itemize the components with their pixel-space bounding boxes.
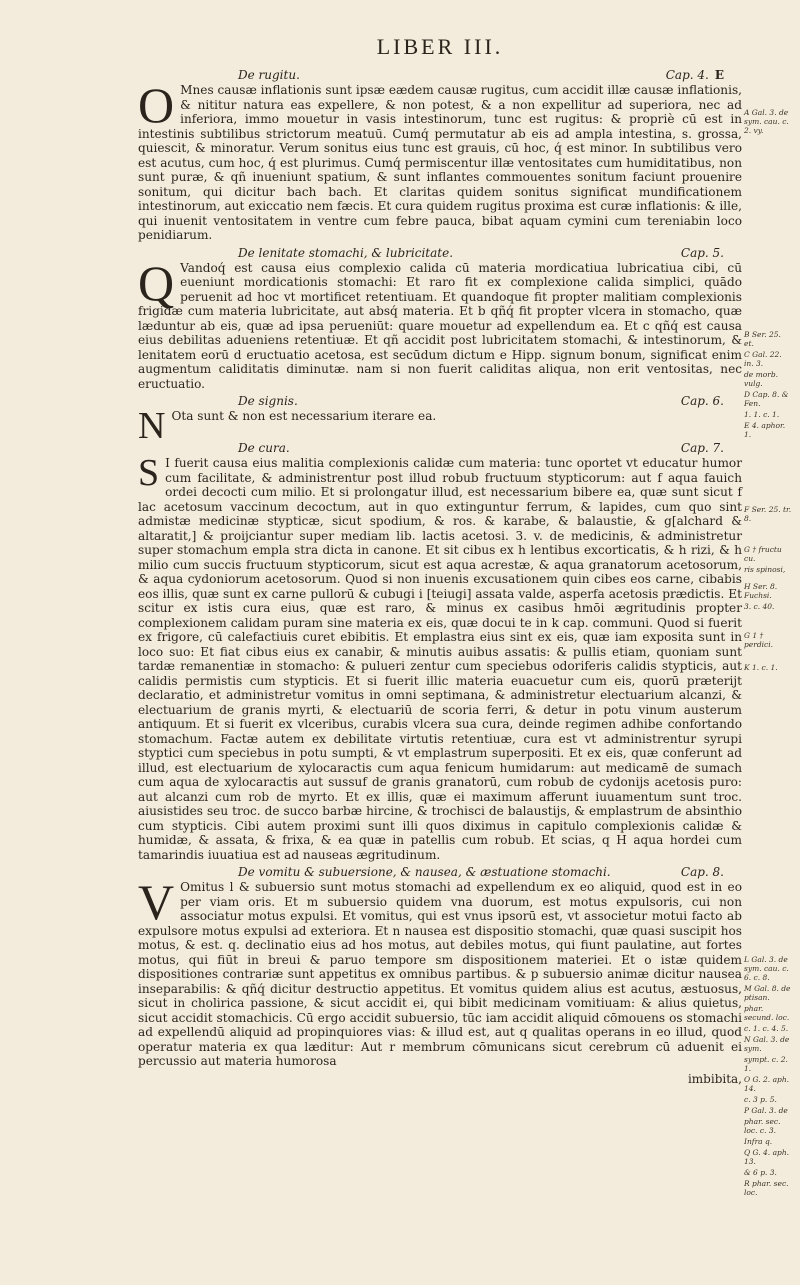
chapter-label: Cap. 7. — [680, 441, 724, 455]
margin-note: G † fructu cu. — [744, 545, 782, 563]
drop-initial: S — [138, 452, 160, 494]
section-title: De vomitu & subuersione, & nausea, & æstuatione stomachi. — [238, 865, 611, 879]
margin-note: ris spinosi, — [744, 565, 786, 574]
paragraph — [138, 405, 742, 447]
running-head: LIBER III. — [376, 34, 504, 59]
drop-initial: V — [138, 874, 175, 930]
chapter-label: Cap. 4. E — [665, 68, 724, 82]
margin-note: de morb. vulg. — [744, 370, 779, 388]
margin-note: C Gal. 22. in. 3. — [744, 350, 782, 368]
margin-note: L Gal. 3. de sym. cau. c. 6. c. 8. — [744, 955, 789, 982]
margin-note: M Gal. 8. de ptisan. — [744, 984, 791, 1002]
margin-notes — [744, 108, 792, 137]
margin-note: Q G. 4. aph. 13. — [744, 1148, 790, 1166]
paragraph — [138, 77, 742, 243]
paragraph-text: Vandoq́ est causa eius complexio calida cū materia mordicatiua lubricatiua cibi, cū eueniunt mordicationis stomachi: Et raro fit ex complexione calida simplici, quādo peruenit ad hoc vt mortificet retentiuam. Et quandoque fit propter malitiam complexionis frigidæ cum materia lubricitate, aut absq́ materia. Et b qñq́ fit propter vlcera in stomacho, quæ læduntur ab eis, quæ ad ipsa perueniūt: quare mouetur ad expellendum ea. Et c qñq́ est causa eius debilitas adueniens retentiuæ. Et qñ accidit post lubricitatem stomachi, & intestinorum, & lenitatem eorū d eructuatio acetosa, est secūdum dictum e Hipp. signum bonum, significat enim augmentum caliditatis diminutæ. nam si non fuerit caliditas aliqua, non erit ventositas, nec eructuatio. — [138, 260, 742, 391]
drop-initial: Q — [138, 254, 175, 311]
margin-notes — [744, 955, 792, 1199]
section-title: De cura. — [238, 441, 290, 455]
margin-note: c. 1. c. 4. 5. — [744, 1024, 789, 1033]
margin-note: 3. c. 40. — [744, 602, 775, 611]
margin-note: c. 3 p. 5. — [744, 1095, 777, 1104]
section-heading — [138, 68, 742, 82]
signature-mark: E — [714, 68, 724, 82]
section-heading — [138, 865, 742, 879]
chapter-label: Cap. 6. — [680, 394, 724, 408]
section-heading — [138, 441, 742, 455]
paragraph — [138, 874, 742, 1069]
section-title: De rugitu. — [238, 68, 300, 82]
margin-note: N Gal. 3. de sym. — [744, 1035, 790, 1053]
margin-note: phar. sec. loc. c. 3. — [744, 1117, 781, 1135]
paragraph-text: Mnes causæ inflationis sunt ipsæ eædem causæ rugitus, cum accidit illæ causæ inflationis, & nititur natura eas expellere, & non potest, & a non expellitur ad superiora, nec ad inferiora, immo mouetur in vasis intestinorum, tunc est rugitus: & propriè cū est in intestinis subtilibus strictorum meatuū. Cumq́ permutatur ab eis ad ampla intestina, s. grossa, quiescit, & minoratur. Verum sonitus eius tunc est grauis, cū hoc, q́ est minor. In subtilibus vero est acutus, cum hoc, q́ est plurimus. Cumq́ permiscentur illæ ventositates cum humiditatibus, non sunt puræ, & qñ inueniunt spatium, & sunt inflantes commouentes sonitum faciunt prouenire sonitum, qui dicitur bach bach. Et claritas quidem sonitus significat mundificationem intestinorum, aut exiccatio nem fæcis. Et cura quidem rugitus proxima est curæ inflationis: & ille, qui inuenit ventositatem in ventre cum febre pauca, bibat aquam cymini cum tereniabin loco penidiarum. — [138, 83, 742, 242]
margin-notes — [744, 505, 792, 674]
margin-note: D Cap. 8. & Fen. — [744, 390, 789, 408]
paragraph — [138, 452, 742, 862]
margin-note: G 1 † perdici. — [744, 631, 774, 649]
margin-note: O G. 2. aph. 14. — [744, 1075, 790, 1093]
chapter-label: Cap. 8. — [680, 865, 724, 879]
margin-note: A Gal. 3. de sym. cau. c. 2. vy. — [744, 108, 789, 135]
margin-note: phar. secund. loc. — [744, 1004, 790, 1022]
margin-note: R phar. sec. loc. — [744, 1179, 789, 1197]
chapter-label: Cap. 5. — [680, 245, 724, 260]
margin-note: E 4. aphor. 1. — [744, 421, 786, 439]
margin-note: 1. 1. c. 1. — [744, 410, 780, 419]
section-title: De lenitate stomachi, & lubricitate. — [238, 245, 454, 260]
paragraph-text: I fuerit causa eius malitia complexionis calidæ cum materia: tunc oportet vt educatur humor cum facilitate, & administrentur post illud robub fructuum stypticorum: aut f aqua fauich ordei decocti cum milio. Et si prolongatur illud, est necessarium bibere ea, quæ sunt sicut f lac acetosum vaccinum decoctum, aut in quo extinguntur ferrum, & lapides, cum quo sint admistæ medicinæ stypticæ, sicut spodium, & ros. & karabe, & balaustie, & g[alchard & altaratit,] & proijciantur super mediam lib. lactis acetosi. 3. v. de medicinis, & administretur super stomachum empla stra dicta in canone. Et sit cibus ex h lentibus excorticatis, & h rizi, & h milio cum succis fructuum stypticorum, sicut est aqua acrestæ, & aqua granatorum acetosorum, & aqua cydoniorum acetosorum. Quod si non inuenis excusationem quin cibes eos carne, cibabis eos illis, quæ sunt ex carne pullorū & cubugi i [teiugi] assata valde, asperfa acetosis prædictis. Et scitur ex istis cura eius, quæ est raro, & minus ex casibus hmōi ægritudinis propter complexionem calidam puram sine materia ex eis, quæ docui te in k cap. communi. Quod si fuerit ex frigore, cū calefactiuis curet ebibitis. Et emplastra eius sint ex eis, quæ iam exposita sunt in loco suo: Et fiat cibus eius ex canabir, & minutis auibus assatis: & pullis etiam, quoniam sunt tardæ remanentiæ in stomacho: & pulueri zentur cum speciebus odoriferis calidis stypticis, aut calidis permistis cum stypticis. Et si fuerit illic materia euacuetur cum eis, quorū præterijt declaratio, et administretur vomitus in omni septimana, & administretur electuarium alcanzi, & electuarium de granis myrti, & electuariū de scoria ferri, & detur in potu vinum austerum antiquum. Et si fuerit ex vlceribus, curabis vlcera sua cura, deinde regimen adhibe confortando stomachum. Factæ autem ex debilitate virtutis retentiuæ, cura est vt administrentur syrupi styptici cum speciebus in potu sumpti, & vt emplastrum superpositi. Et ex eis, quæ conferunt ad illud, est electuarium de xylocaractis cum aqua fenicum humidarum: aut medicamē de sumach cum aqua de xylocaractis aut sussuf de granis granatorū, cum robub de cydonijs acetosis puro: aut alcanzi cum rob de myrto. Et ex illis, quæ ei maximum afferunt iuuamentum sunt troc. aiusistides seu troc. de succo barbæ hircine, & trochisci de balaustijs, & emplastrum de absinthio cum stypticis. Cibi autem proximi sunt illi quos diximus in capitulo complexionis calidæ & humidæ, & assata, & frixa, & ea quæ in patellis cum robub. Et scias, q H aqua hordei cum tamarindis iuuatiua est ad nauseas ægritudinum. — [138, 456, 742, 862]
margin-notes — [744, 330, 792, 441]
margin-note: & 6 p. 3. — [744, 1168, 777, 1177]
margin-note: P Gal. 3. de — [744, 1106, 788, 1115]
margin-note: Infra q. — [744, 1137, 773, 1146]
drop-initial: O — [138, 77, 175, 133]
margin-note: sympt. c. 2. 1. — [744, 1055, 788, 1073]
margin-note: H Ser. 8. Fuchsi. — [744, 582, 778, 600]
catchword: imbibita, — [687, 1071, 742, 1086]
margin-note: B Ser. 25. et. — [744, 330, 781, 348]
paragraph-text: Omitus l & subuersio sunt motus stomachi ad expellendum ex eo aliquid, quod est in eo per viam oris. Et m subuersio quidem vna duorum, est motus expulsoris, cui non associatur motus expulsi. Et vomitus, qui est vnus ipsorū est, vt associetur motui facto ab expulsore motus expulsi ad exteriora. Et n nausea est dispositio stomachi, quæ quasi suscipit hos motus, & est. q. declinatio eius ad hos motus, aut debiles motus, qui fiunt paulatine, aut fortes motus, qui fiūt in breui & paruo tempore sm dispositionem materiei. Et o istæ quidem dispositiones contrariæ sunt appetitus ex omnibus partibus. & p subuersio animæ dicitur nausea inseparabilis: & qñq́ dicitur destructio appetitus. Et vomitus quidem alius est acutus, æstuosus, sicut in cholirica passione, & sicut accidit ei, qui bibit medicinam vomitiuam: & alius quietus, sicut accidit stomachicis. Cū ergo accidit subuersio, tūc iam accidit aliquid cōmouens os stomachi ad expellendū aliquid ad propinquiores vias: & illud est, aut q qualitas operans in eo illud, quod operatur materia ex qua læditur: Aut r membrum cōmunicans sicut cerebrum cū aduenit ei percussio aut materia humorosa — [138, 880, 742, 1068]
drop-initial: N — [138, 405, 166, 447]
paragraph-text: Ota sunt & non est necessarium iterare ea. — [171, 409, 437, 423]
paragraph — [138, 254, 742, 392]
section-heading — [138, 394, 742, 408]
margin-note: F Ser. 25. tr. 8. — [744, 505, 792, 523]
margin-note: K 1. c. 1. — [744, 663, 778, 672]
section-title: De signis. — [238, 394, 298, 408]
section-heading — [138, 246, 742, 260]
